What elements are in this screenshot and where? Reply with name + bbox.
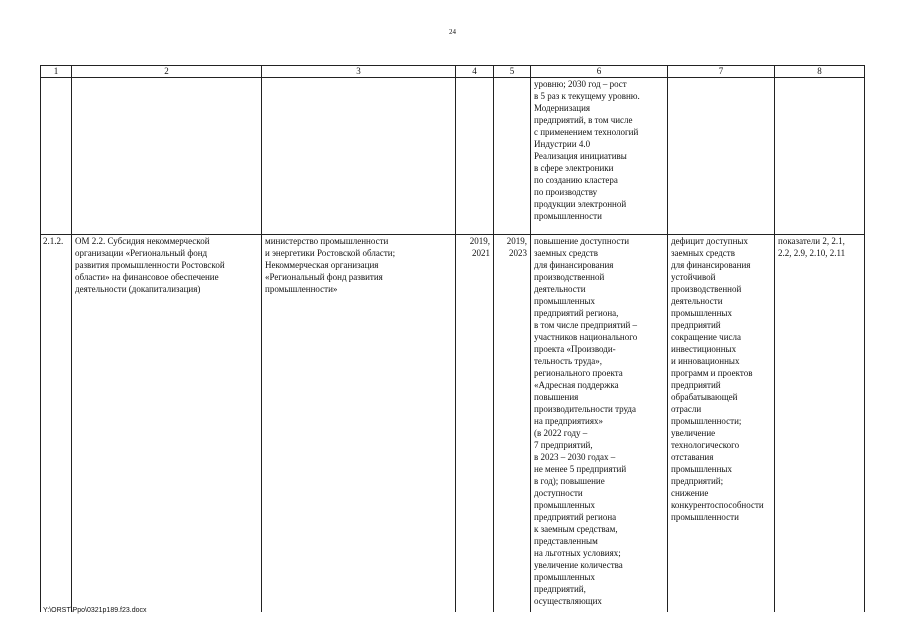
text-line: отрасли (671, 404, 702, 414)
text-line: производственной (534, 272, 605, 282)
text-line: промышленности» (265, 284, 338, 294)
text-line: предприятий, (534, 584, 586, 594)
header-col-3: 3 (262, 66, 456, 78)
text-line: предприятий (671, 320, 721, 330)
text-line: увеличение (671, 428, 716, 438)
cont-cell-3 (262, 78, 456, 235)
text-line: Реализация инициативы (534, 151, 627, 161)
text-line: в сфере электроники (534, 163, 614, 173)
text-line: деятельности (671, 296, 723, 306)
text-line: промышленных (671, 308, 732, 318)
text-line: в 5 раз к текущему уровню. (534, 91, 640, 101)
text-line: Модернизация (534, 103, 591, 113)
continuation-row (41, 78, 865, 235)
text-line: инвестиционных (671, 344, 737, 354)
start-year-cell (456, 235, 494, 613)
text-line: 2.2, 2.9, 2.10, 2.11 (778, 248, 846, 258)
end-year-cell (494, 235, 531, 613)
table-row-2-1-2 (41, 235, 865, 613)
text-line: отставания (671, 452, 714, 462)
text-line: промышленности; (671, 416, 742, 426)
text-line: показатели 2, 2.1, (778, 236, 845, 246)
text-line: доступности (534, 488, 583, 498)
cont-cell-8 (775, 78, 865, 235)
text-line: по созданию кластера (534, 175, 618, 185)
text-line: и инновационных (671, 356, 740, 366)
text-line: области» на финансовое обеспечение (75, 272, 219, 282)
text-line: производственной (671, 284, 742, 294)
text-line: участников национального (534, 332, 638, 342)
cont-cell-2 (72, 78, 262, 235)
text-line: «Региональный фонд развития (265, 272, 383, 282)
text-line: дефицит доступных (671, 236, 748, 246)
page-number: 24 (449, 28, 456, 36)
text-line: конкурентоспособности (671, 500, 764, 510)
header-col-4: 4 (456, 66, 494, 78)
text-line: обрабатывающей (671, 392, 738, 402)
text-line: предприятий (671, 380, 721, 390)
header-row (41, 66, 865, 78)
header-col-1: 1 (41, 66, 72, 78)
expected-result-cell (531, 235, 668, 613)
text-line: промышленности (534, 211, 602, 221)
text-line: 2023 (509, 248, 527, 258)
text-line: предприятий региона (534, 512, 617, 522)
text-line: устойчивой (671, 272, 716, 282)
text-line: промышленных (671, 464, 732, 474)
cont-cell-7 (668, 78, 775, 235)
text-line: технологического (671, 440, 740, 450)
text-line: предприятий региона, (534, 308, 619, 318)
text-line: организации «Региональный фонд (75, 248, 208, 258)
program-table (40, 65, 865, 612)
text-line: «Адресная поддержка (534, 380, 619, 390)
file-path-footer: Y:\ORST\Ppo\0321p189.f23.docx (43, 607, 147, 614)
text-line: заемных средств (534, 248, 598, 258)
text-line: 2019, (506, 236, 527, 246)
text-line: регионального проекта (534, 368, 623, 378)
row-number: 2.1.2. (41, 235, 72, 613)
header-col-5: 5 (494, 66, 531, 78)
header-col-8: 8 (775, 66, 865, 78)
cont-cell-1 (41, 78, 72, 235)
text-line: Индустрии 4.0 (534, 139, 591, 149)
text-line: производительности труда (534, 404, 637, 414)
text-line: заемных средств (671, 248, 735, 258)
text-line: деятельности (докапитализация) (75, 284, 201, 294)
text-line: ОМ 2.2. Субсидия некоммерческой (75, 236, 210, 246)
text-line: министерство промышленности (265, 236, 389, 246)
text-line: в том числе предприятий – (534, 320, 638, 330)
text-line: деятельности (534, 284, 586, 294)
text-line: повышения (534, 392, 579, 402)
text-line: (в 2022 году – (534, 428, 588, 438)
text-line: Некоммерческая организация (265, 260, 379, 270)
text-line: для финансирования (671, 260, 751, 270)
text-line: с применением технологий (534, 127, 639, 137)
text-line: представленным (534, 536, 598, 546)
text-line: тельность труда», (534, 356, 603, 366)
cont-cell-5 (494, 78, 531, 235)
header-col-2: 2 (72, 66, 262, 78)
header-col-7: 7 (668, 66, 775, 78)
text-line: промышленных (534, 296, 595, 306)
text-line: промышленных (534, 500, 595, 510)
text-line: к заемным средствам, (534, 524, 618, 534)
header-col-6: 6 (531, 66, 668, 78)
text-line: по производству (534, 187, 598, 197)
text-line: в 2023 – 2030 годах – (534, 452, 616, 462)
text-line: предприятий, в том числе (534, 115, 633, 125)
text-line: 2021 (472, 248, 490, 258)
consequences-cell (668, 235, 775, 613)
indicators-cell (775, 235, 865, 613)
cont-cell-4 (456, 78, 494, 235)
text-line: 2019, (469, 236, 490, 246)
text-line: продукции электронной (534, 199, 627, 209)
text-line: проекта «Производи- (534, 344, 616, 354)
text-line: на льготных условиях; (534, 548, 621, 558)
text-line: снижение (671, 488, 709, 498)
text-line: развития промышленности Ростовской (75, 260, 225, 270)
text-line: для финансирования (534, 260, 614, 270)
text-line: программ и проектов (671, 368, 753, 378)
text-line: в год); повышение (534, 476, 605, 486)
cont-cell-6 (531, 78, 668, 235)
text-line: сокращение числа (671, 332, 741, 342)
text-line: 7 предприятий, (534, 440, 593, 450)
text-line: не менее 5 предприятий (534, 464, 627, 474)
text-line: увеличение количества (534, 560, 623, 570)
executor-cell (262, 235, 456, 613)
text-line: предприятий; (671, 476, 724, 486)
text-line: промышленных (534, 572, 595, 582)
text-line: промышленности (671, 512, 739, 522)
text-line: и энергетики Ростовской области; (265, 248, 396, 258)
text-line: осуществляющих (534, 596, 602, 606)
text-line: на предприятиях» (534, 416, 603, 426)
measure-name-cell (72, 235, 262, 613)
text-line: повышение доступности (534, 236, 630, 246)
text-line: уровню; 2030 год – рост (534, 79, 627, 89)
